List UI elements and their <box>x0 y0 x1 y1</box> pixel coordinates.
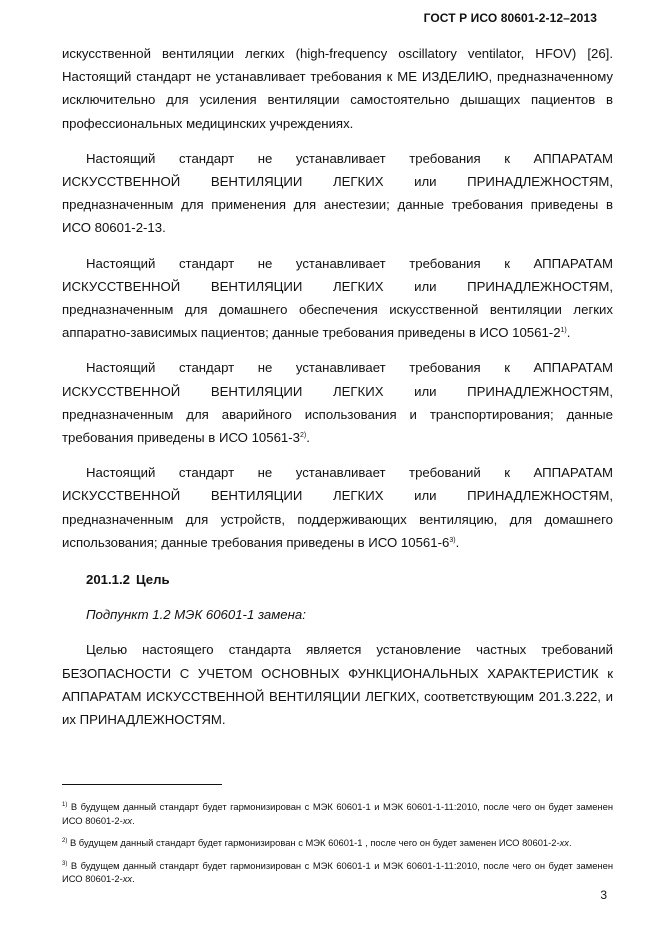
footnote-2 <box>62 836 613 850</box>
footnote-end-2: . <box>568 837 572 848</box>
footnote-text-1: В будущем данный стандарт будет гармонизирован с МЭК 60601-1 и МЭК 60601-1-11:2010, после чего он будет заменен ИСО 80601-2- <box>62 801 613 826</box>
page-number: 3 <box>600 888 607 902</box>
footnote-end-1: . <box>132 814 135 826</box>
footnote-text-2: В будущем данный стандарт будет гармонизирован с МЭК 60601-1 , после чего он будет заменен ИСО 80601-2- <box>67 837 560 848</box>
footnote-ref-2: 2) <box>300 432 307 440</box>
section-heading <box>62 568 613 591</box>
paragraph-home-care-text: Настоящий стандарт не устанавливает требования к АППАРАТАМ ИСКУССТВЕННОЙ ВЕНТИЛЯЦИИ ЛЕГКИХ или ПРИНАДЛЕЖНОСТЯМ, предназначенным для домашнего обеспечения искусственной вентиляции легких аппаратно-зависимых пациентов; данные требования приведены в ИСО 10561-2 <box>62 255 613 341</box>
footnote-mark-2: 2) <box>62 838 68 844</box>
footnote-end-3: . <box>132 873 135 884</box>
document-header: ГОСТ Р ИСО 80601-2-12–2013 <box>423 11 597 25</box>
main-text <box>62 42 613 731</box>
paragraph-emergency-end: . <box>306 430 310 446</box>
paragraph-emergency-text: Настоящий стандарт не устанавливает требования к АППАРАТАМ ИСКУССТВЕННОЙ ВЕНТИЛЯЦИИ ЛЕГКИХ или ПРИНАДЛЕЖНОСТЯМ, предназначенным для аварийного использования и транспортирования; данные требования приведены в ИСО 10561-3 <box>62 360 613 446</box>
footnote-3 <box>62 859 613 886</box>
paragraph-home-care-exclusion <box>62 252 613 345</box>
paragraph-purpose: Целью настоящего стандарта является установление частных требований БЕЗОПАСНОСТИ С УЧЕТОМ ОСНОВНЫХ ФУНКЦИОНАЛЬНЫХ ХАРАКТЕРИСТИК к АППАРАТАМ ИСКУССТВЕННОЙ ВЕНТИЛЯЦИИ ЛЕГКИХ, соответствующим 201.3.222, и их ПРИНАДЛЕЖНОСТЯМ. <box>62 642 613 728</box>
footnotes <box>62 800 613 895</box>
paragraph-support-end: . <box>455 534 460 550</box>
footnote-separator <box>62 784 222 785</box>
footnote-italic-2: xx <box>559 837 569 848</box>
paragraph-home-care-end: . <box>566 325 571 341</box>
footnote-italic-3: xx <box>122 873 133 884</box>
footnote-ref-3: 3) <box>449 536 456 544</box>
subclause-replacement-note: Подпункт 1.2 МЭК 60601-1 замена: <box>86 607 306 623</box>
section-title: Цель <box>136 572 170 588</box>
section-number: 201.1.2 <box>86 572 130 588</box>
footnote-ref-1: 1) <box>560 327 567 335</box>
footnote-mark-3: 3) <box>62 860 68 867</box>
paragraph-support-text: Настоящий стандарт не устанавливает требований к АППАРАТАМ ИСКУССТВЕННОЙ ВЕНТИЛЯЦИИ ЛЕГКИХ или ПРИНАДЛЕЖНОСТЯМ, предназначенным для устройств, поддерживающих вентиляцию, для домашнего использования; данные требования приведены в ИСО 10561-6 <box>62 465 613 550</box>
footnote-italic-1: xx <box>122 814 133 826</box>
paragraph-anesthesia-exclusion: Настоящий стандарт не устанавливает требования к АППАРАТАМ ИСКУССТВЕННОЙ ВЕНТИЛЯЦИИ ЛЕГКИХ или ПРИНАДЛЕЖНОСТЯМ, предназначенным для применения для анестезии; данные требования приведены в ИСО 80601-2-13. <box>62 150 613 236</box>
footnote-mark-1: 1) <box>62 802 68 808</box>
paragraph-support-exclusion <box>62 461 613 554</box>
paragraph-hfov-continuation: искусственной вентиляции легких (high-frequency oscillatory ventilator, HFOV) [26]. Настоящий стандарт не устанавливает требования к МЕ ИЗДЕЛИЮ, предназначенному исключительно для усиления вентиляции самостоятельно дышащих пациентов в профессиональных медицинских учреждениях. <box>62 46 613 131</box>
footnote-1 <box>62 800 613 827</box>
footnote-text-3: В будущем данный стандарт будет гармонизирован с МЭК 60601-1 и МЭК 60601-1-11:2010, после чего он будет заменен ИСО 80601-2- <box>62 859 613 884</box>
paragraph-emergency-exclusion <box>62 356 613 449</box>
